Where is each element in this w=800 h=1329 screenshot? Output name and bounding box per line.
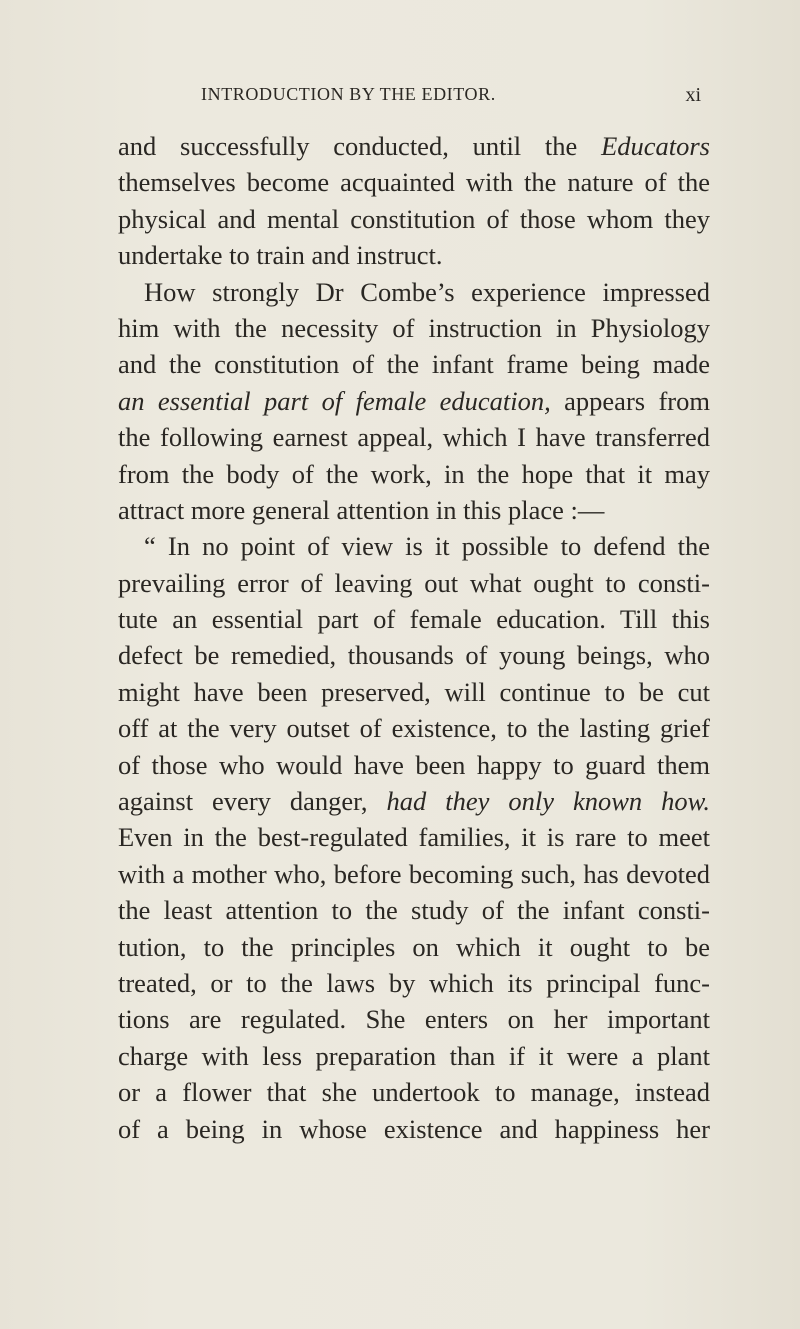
text-segment: charge with less preparation than if it were a plant (118, 1040, 710, 1071)
text-line (118, 274, 710, 310)
text-segment: of a being in whose existence and happiness her (118, 1113, 710, 1144)
text-line (118, 1111, 710, 1147)
text-segment: How strongly Dr Combe’s experience impressed (144, 276, 710, 307)
text-line (118, 819, 710, 855)
text-segment: treated, or to the laws by which its principal func- (118, 967, 710, 998)
text-line (118, 1074, 710, 1110)
text-line (118, 456, 710, 492)
text-line (118, 601, 710, 637)
text-segment: prevailing error of leaving out what ought to consti- (118, 567, 710, 598)
text-line (118, 565, 710, 601)
text-line (118, 710, 710, 746)
text-line (118, 383, 710, 419)
text-segment: from the body of the work, in the hope that it may (118, 458, 710, 489)
running-title: INTRODUCTION BY THE EDITOR. (201, 84, 496, 104)
text-line (118, 674, 710, 710)
text-line (118, 929, 710, 965)
text-line (118, 128, 710, 164)
italic-segment: an essential part of female education, (118, 385, 551, 416)
text-line (118, 637, 710, 673)
page-number: xi (685, 84, 701, 106)
text-segment: the following earnest appeal, which I have transferred (118, 422, 710, 453)
text-segment: “ In no point of view is it possible to defend the (144, 531, 710, 562)
text-segment: themselves become acquainted with the nature of the (118, 167, 710, 198)
running-head (201, 84, 701, 110)
italic-segment: had they only known how. (386, 786, 710, 817)
text-segment: and successfully conducted, until the (118, 131, 602, 161)
text-line (118, 747, 710, 783)
italic-segment: Educators (601, 131, 710, 161)
text-segment: appears from (550, 385, 710, 416)
text-segment: against every danger, (118, 786, 387, 817)
text-line (118, 492, 710, 528)
text-segment: of those who would have been happy to guard them (118, 749, 710, 780)
text-segment: or a flower that she undertook to manage, instead (118, 1077, 710, 1108)
text-segment: the least attention to the study of the infant consti- (118, 895, 710, 926)
text-line (118, 346, 710, 382)
text-segment: physical and mental constitution of those whom they (118, 203, 710, 234)
text-line (118, 237, 710, 273)
text-segment: might have been preserved, will continue to be cut (118, 676, 710, 707)
text-line (118, 1001, 710, 1037)
text-line (118, 310, 710, 346)
text-segment: off at the very outset of existence, to the lasting grief (118, 713, 710, 744)
text-line (118, 201, 710, 237)
text-segment: tions are regulated. She enters on her important (118, 1004, 710, 1035)
text-segment: him with the necessity of instruction in Physiology (118, 312, 710, 343)
text-segment: defect be remedied, thousands of young beings, who (118, 640, 710, 671)
text-segment: attract more general attention in this place :— (118, 494, 605, 525)
text-segment: and the constitution of the infant frame being made (118, 349, 710, 380)
text-line (118, 528, 710, 564)
text-segment: with a mother who, before becoming such, has devoted (118, 858, 710, 889)
text-line (118, 419, 710, 455)
text-line (118, 892, 710, 928)
text-segment: tution, to the principles on which it ought to be (118, 931, 710, 962)
text-line (118, 965, 710, 1001)
text-line (118, 164, 710, 200)
text-segment: Even in the best-regulated families, it is rare to meet (118, 822, 710, 853)
text-line (118, 783, 710, 819)
body-text (118, 128, 710, 1147)
text-line (118, 1038, 710, 1074)
text-segment: tute an essential part of female education. Till this (118, 604, 710, 635)
text-segment: undertake to train and instruct. (118, 240, 443, 271)
text-line (118, 856, 710, 892)
